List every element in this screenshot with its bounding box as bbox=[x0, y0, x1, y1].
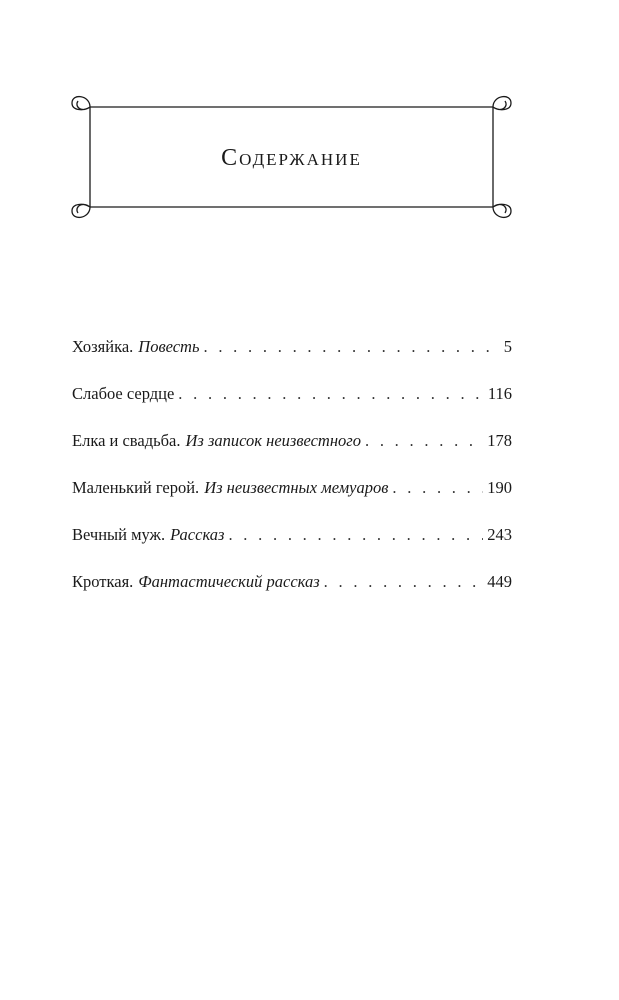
toc-leader-dots bbox=[392, 477, 483, 499]
toc-entry-page: 449 bbox=[487, 572, 512, 591]
toc-entry[interactable] bbox=[72, 383, 512, 430]
toc-entry-title: Вечный муж. bbox=[72, 525, 166, 544]
toc-entry-subtitle: Из записок неизвестного bbox=[185, 431, 361, 450]
toc-entry-subtitle: Фантастический рассказ bbox=[138, 572, 320, 591]
toc-entry-title: Хозяйка. bbox=[72, 337, 134, 356]
toc-entry[interactable] bbox=[72, 430, 512, 477]
page-title: Содержание bbox=[221, 145, 362, 171]
title-frame bbox=[68, 93, 515, 221]
toc-entry-page: 116 bbox=[487, 384, 512, 403]
toc-entry-page: 5 bbox=[503, 337, 512, 356]
toc-leader-dots bbox=[178, 383, 484, 405]
toc-entry-page: 190 bbox=[487, 478, 512, 497]
toc-entry-subtitle: Из неизвестных мемуаров bbox=[204, 478, 389, 497]
toc-entry[interactable] bbox=[72, 477, 512, 524]
toc-entry[interactable] bbox=[72, 571, 512, 618]
toc-entry-title: Слабое сердце bbox=[72, 384, 175, 403]
toc-leader-dots bbox=[203, 336, 499, 358]
toc-entry-page: 178 bbox=[487, 431, 512, 450]
toc-entry-title: Кроткая. bbox=[72, 572, 134, 591]
toc-entry[interactable] bbox=[72, 336, 512, 383]
toc-entry-title: Елка и свадьба. bbox=[72, 431, 181, 450]
toc-entry-title: Маленький герой. bbox=[72, 478, 200, 497]
toc-entry-subtitle: Рассказ bbox=[170, 525, 225, 544]
toc-entry-page: 243 bbox=[487, 525, 512, 544]
toc-entry[interactable] bbox=[72, 524, 512, 571]
toc-leader-dots bbox=[324, 571, 484, 593]
table-of-contents bbox=[72, 336, 512, 618]
toc-entry-subtitle: Повесть bbox=[138, 337, 200, 356]
toc-leader-dots bbox=[365, 430, 483, 452]
toc-leader-dots bbox=[228, 524, 483, 546]
